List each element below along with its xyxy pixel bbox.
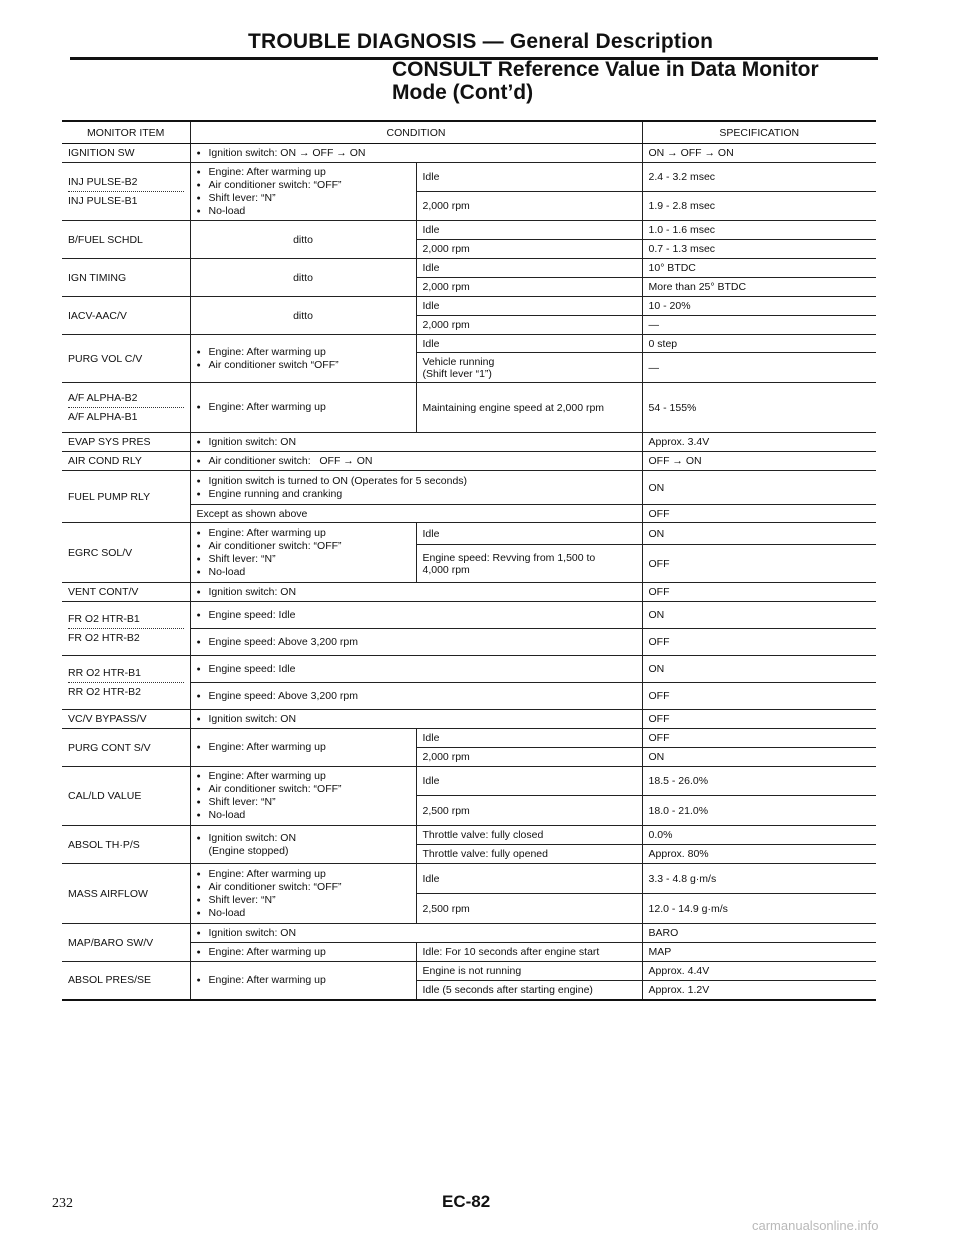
monitor-item: ABSOL PRES/SE (62, 962, 190, 1000)
spec-cell: BARO (642, 924, 876, 943)
table-row (62, 924, 876, 943)
spec-cell: 0.7 - 1.3 msec (642, 240, 876, 259)
spec-cell: OFF (642, 683, 876, 710)
sub-condition-cell: 2,000 rpm (416, 748, 642, 767)
sub-condition-cell: 2,000 rpm (416, 192, 642, 221)
header-specification: SPECIFICATION (642, 121, 876, 144)
table-row (62, 767, 876, 796)
table-row (62, 583, 876, 602)
condition-cell: ● Engine speed: Idle (190, 602, 642, 629)
monitor-item: PURG VOL C/V (62, 335, 190, 383)
monitor-item: EGRC SOL/V (62, 523, 190, 583)
condition-cell: ● Ignition switch is turned to ON (Operates for 5 seconds) ● Engine running and cranking (190, 471, 642, 505)
monitor-item: EVAP SYS PRES (62, 433, 190, 452)
sub-condition-cell: Idle: For 10 seconds after engine start (416, 943, 642, 962)
table-row (62, 962, 876, 981)
table-row (62, 335, 876, 353)
condition-cell: ● Engine: After warming up ● Air conditioner switch: “OFF” ● Shift lever: “N” ● No-load (190, 523, 416, 583)
sub-condition-cell: 2,500 rpm (416, 894, 642, 924)
monitor-item: A/F ALPHA-B2 A/F ALPHA-B1 (62, 383, 190, 433)
reference-value-table (62, 120, 876, 1001)
header-monitor-item: MONITOR ITEM (62, 121, 190, 144)
condition-cell: ● Engine: After warming up ● Air conditioner switch “OFF” (190, 335, 416, 383)
sub-condition-cell: Maintaining engine speed at 2,000 rpm (416, 383, 642, 433)
condition-cell: ● Engine speed: Above 3,200 rpm (190, 629, 642, 656)
spec-cell: OFF (642, 629, 876, 656)
condition-cell: ● Ignition switch: ON (Engine stopped) (190, 826, 416, 864)
condition-cell: ● Engine speed: Above 3,200 rpm (190, 683, 642, 710)
monitor-item: VC/V BYPASS/V (62, 710, 190, 729)
spec-cell: 3.3 - 4.8 g·m/s (642, 864, 876, 894)
subtitle-line-2: Mode (Cont’d) (392, 81, 534, 104)
table-row (62, 656, 876, 683)
spec-cell: ON (642, 656, 876, 683)
spec-cell: 18.5 - 26.0% (642, 767, 876, 796)
page-subtitle (392, 58, 819, 104)
table-row (62, 259, 876, 278)
sub-condition-cell: 2,000 rpm (416, 240, 642, 259)
spec-cell: OFF (642, 505, 876, 523)
spec-cell: 2.4 - 3.2 msec (642, 163, 876, 192)
sub-condition-cell: Idle (416, 767, 642, 796)
table-row (62, 710, 876, 729)
sub-condition-cell: Idle (416, 335, 642, 353)
sub-condition-cell: Idle (416, 864, 642, 894)
spec-cell: ON (642, 602, 876, 629)
sub-condition-cell: Engine is not running (416, 962, 642, 981)
spec-cell: 10° BTDC (642, 259, 876, 278)
table-row (62, 433, 876, 452)
condition-cell: ditto (190, 221, 416, 259)
subtitle-line-1: CONSULT Reference Value in Data Monitor (392, 58, 819, 81)
header-condition: CONDITION (190, 121, 642, 144)
sub-condition-cell: Engine speed: Revving from 1,500 to 4,000 rpm (416, 545, 642, 583)
condition-cell: ● Air conditioner switch: OFF → ON (190, 452, 642, 471)
monitor-item: FUEL PUMP RLY (62, 471, 190, 523)
monitor-item: PURG CONT S/V (62, 729, 190, 767)
spec-cell: 1.0 - 1.6 msec (642, 221, 876, 240)
section-title: TROUBLE DIAGNOSIS — General Description (248, 30, 714, 53)
sub-condition-cell: Throttle valve: fully opened (416, 845, 642, 864)
sub-condition-cell: Idle (5 seconds after starting engine) (416, 981, 642, 1000)
condition-cell: ● Ignition switch: ON (190, 710, 642, 729)
condition-cell: ditto (190, 297, 416, 335)
spec-cell: OFF → ON (642, 452, 876, 471)
spec-cell: Approx. 4.4V (642, 962, 876, 981)
spec-cell: MAP (642, 943, 876, 962)
monitor-item: ABSOL TH·P/S (62, 826, 190, 864)
table-row (62, 144, 876, 163)
sub-condition-cell: Idle (416, 259, 642, 278)
page-id: EC-82 (442, 1192, 491, 1211)
table-row (62, 221, 876, 240)
spec-cell: Approx. 1.2V (642, 981, 876, 1000)
watermark: carmanualsonline.info (752, 1218, 879, 1233)
monitor-item: MAP/BARO SW/V (62, 924, 190, 962)
sub-condition-cell: Throttle valve: fully closed (416, 826, 642, 845)
table-row (62, 523, 876, 545)
sub-condition-cell: Idle (416, 163, 642, 192)
spec-cell: 10 - 20% (642, 297, 876, 316)
spec-cell: 54 - 155% (642, 383, 876, 433)
monitor-item: RR O2 HTR-B1 RR O2 HTR-B2 (62, 656, 190, 710)
table-row (62, 826, 876, 845)
sub-condition-cell: Vehicle running (Shift lever “1”) (416, 353, 642, 383)
table-row (62, 297, 876, 316)
spec-cell: More than 25° BTDC (642, 278, 876, 297)
condition-cell: ● Engine speed: Idle (190, 656, 642, 683)
spec-cell: 0.0% (642, 826, 876, 845)
spec-cell: OFF (642, 545, 876, 583)
table-row (62, 471, 876, 505)
condition-cell: ● Ignition switch: ON (190, 433, 642, 452)
monitor-item: FR O2 HTR-B1 FR O2 HTR-B2 (62, 602, 190, 656)
monitor-item: INJ PULSE-B2 INJ PULSE-B1 (62, 163, 190, 221)
monitor-item: IGNITION SW (62, 144, 190, 163)
spec-cell: OFF (642, 710, 876, 729)
spec-cell: 0 step (642, 335, 876, 353)
spec-cell: ON (642, 523, 876, 545)
condition-cell: ● Engine: After warming up (190, 962, 416, 1000)
spec-cell: ON (642, 471, 876, 505)
sub-condition-cell: 2,000 rpm (416, 316, 642, 335)
table-row (62, 864, 876, 894)
condition-cell: ● Engine: After warming up ● Air conditioner switch: “OFF” ● Shift lever: “N” ● No-load (190, 163, 416, 221)
table-row (62, 163, 876, 192)
condition-cell: Except as shown above (190, 505, 642, 523)
condition-cell: ● Engine: After warming up (190, 729, 416, 767)
spec-cell: ON → OFF → ON (642, 144, 876, 163)
condition-cell: ● Ignition switch: ON (190, 583, 642, 602)
spec-cell: — (642, 316, 876, 335)
spec-cell: ON (642, 748, 876, 767)
monitor-item: CAL/LD VALUE (62, 767, 190, 826)
sub-condition-cell: Idle (416, 729, 642, 748)
monitor-item: IGN TIMING (62, 259, 190, 297)
monitor-item: IACV-AAC/V (62, 297, 190, 335)
monitor-item: MASS AIRFLOW (62, 864, 190, 924)
sub-condition-cell: Idle (416, 297, 642, 316)
sub-condition-cell: Idle (416, 523, 642, 545)
condition-cell: ● Engine: After warming up ● Air conditioner switch: “OFF” ● Shift lever: “N” ● No-load (190, 767, 416, 826)
table-row (62, 729, 876, 748)
monitor-item: AIR COND RLY (62, 452, 190, 471)
condition-cell: ditto (190, 259, 416, 297)
sub-condition-cell: 2,000 rpm (416, 278, 642, 297)
monitor-item: VENT CONT/V (62, 583, 190, 602)
spec-cell: Approx. 80% (642, 845, 876, 864)
table-header-row (62, 121, 876, 144)
table-row (62, 602, 876, 629)
spec-cell: Approx. 3.4V (642, 433, 876, 452)
condition-cell: ● Ignition switch: ON → OFF → ON (190, 144, 642, 163)
condition-cell: ● Engine: After warming up ● Air conditioner switch: “OFF” ● Shift lever: “N” ● No-load (190, 864, 416, 924)
spec-cell: 1.9 - 2.8 msec (642, 192, 876, 221)
monitor-item: B/FUEL SCHDL (62, 221, 190, 259)
condition-cell: ● Engine: After warming up (190, 383, 416, 433)
sub-condition-cell: Idle (416, 221, 642, 240)
condition-cell: ● Ignition switch: ON (190, 924, 642, 943)
spec-cell: 12.0 - 14.9 g·m/s (642, 894, 876, 924)
spec-cell: 18.0 - 21.0% (642, 796, 876, 826)
spec-cell: — (642, 353, 876, 383)
spec-cell: OFF (642, 729, 876, 748)
sub-condition-cell: 2,500 rpm (416, 796, 642, 826)
table-row (62, 383, 876, 433)
spec-cell: OFF (642, 583, 876, 602)
condition-cell: ● Engine: After warming up (190, 943, 416, 962)
page-number: 232 (52, 1196, 73, 1211)
table-row (62, 452, 876, 471)
